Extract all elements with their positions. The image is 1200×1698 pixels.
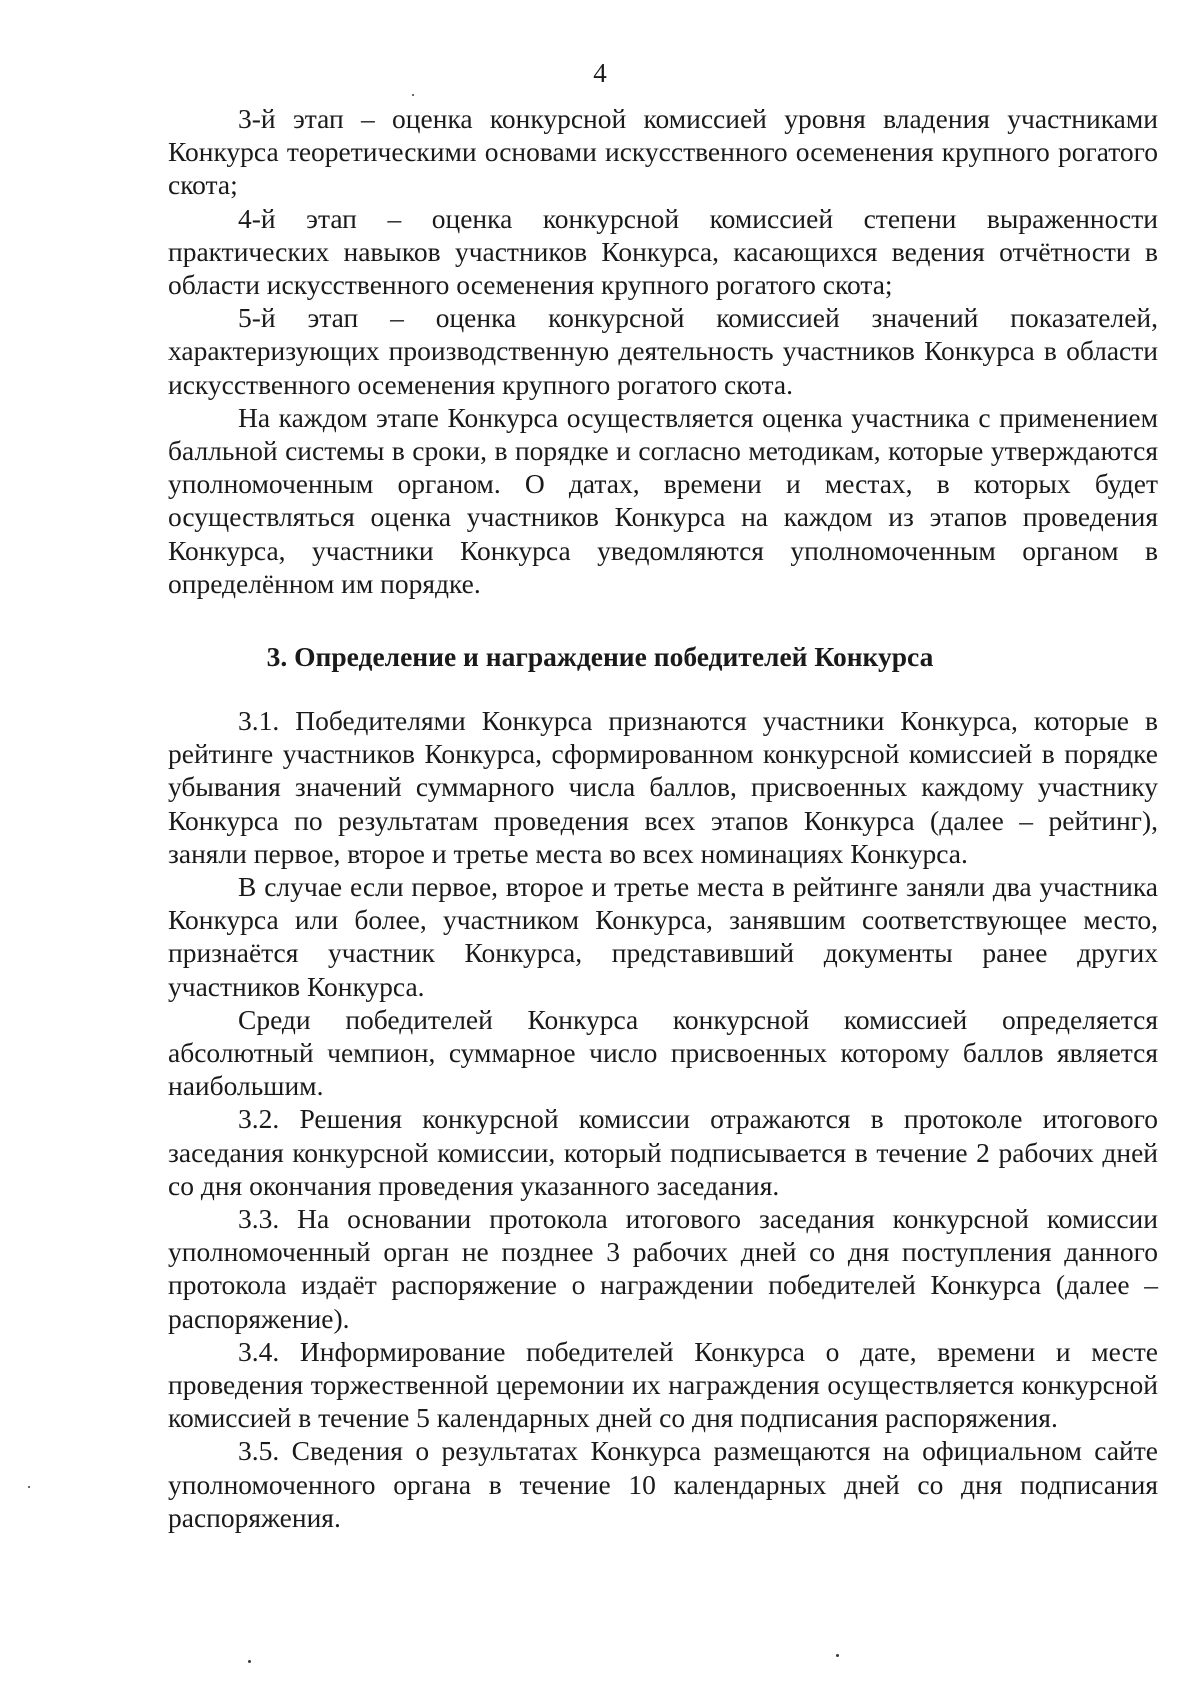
paragraph-tie-rule: В случае если первое, второе и третье места в рейтинге заняли два участника Конкурса или более, участником Конкурса, занявшим соответствующее место, признаётся участник Конкурса, представивший документы ранее других участников Конкурса. — [168, 871, 1158, 1002]
scan-speck — [836, 1654, 839, 1657]
paragraph-absolute-champion: Среди победителей Конкурса конкурсной комиссией определяется абсолютный чемпион, суммарное число присвоенных которому баллов является наибольшим. — [168, 1003, 1158, 1102]
paragraph-stage-5: 5-й этап – оценка конкурсной комиссией значений показателей, характеризующих производственную деятельность участников Конкурса в области искусственного осеменения крупного рогатого скота. — [168, 302, 1158, 400]
stages-text-block — [168, 102, 1158, 600]
paragraph-3-3: 3.3. На основании протокола итогового заседания конкурсной комиссии уполномоченный орган не позднее 3 рабочих дней со дня поступления данного протокола издаёт распоряжение о награждении победителей Конкурса (далее – распоряжение). — [168, 1203, 1158, 1334]
paragraph-3-1: 3.1. Победителями Конкурса признаются участники Конкурса, которые в рейтинге участников Конкурса, сформированном конкурсной комиссией в порядке убывания значений суммарного числа баллов, присвоенных каждому участнику Конкурса по результатам проведения всех этапов Конкурса (далее – рейтинг), заняли первое, второе и третье места во всех номинациях Конкурса. — [168, 705, 1158, 869]
scan-speck — [412, 94, 414, 96]
paragraph-evaluation: На каждом этапе Конкурса осуществляется оценка участника с применением балльной системы в сроки, в порядке и согласно методикам, которые утверждаются уполномоченным органом. О датах, времени и местах, в которых будет осуществляться оценка участников Конкурса на каждом из этапов проведения Конкурса, участники Конкурса уведомляются уполномоченным органом в определённом им порядке. — [168, 401, 1158, 599]
paragraph-3-2: 3.2. Решения конкурсной комиссии отражаются в протоколе итогового заседания конкурсной комиссии, который подписывается в течение 2 рабочих дней со дня окончания проведения указанного заседания. — [168, 1103, 1158, 1201]
paragraph-stage-4: 4-й этап – оценка конкурсной комиссией степени выраженности практических навыков участников Конкурса, касающихся ведения отчётности в области искусственного осеменения крупного рогатого скота; — [168, 202, 1158, 301]
paragraph-stage-3: 3-й этап – оценка конкурсной комиссией уровня владения участниками Конкурса теоретическими основами искусственного осеменения крупного рогатого скота; — [168, 103, 1158, 201]
section-heading: 3. Определение и награждение победителей Конкурса — [266, 641, 934, 672]
paragraph-3-5: 3.5. Сведения о результатах Конкурса размещаются на официальном сайте уполномоченного органа в течение 10 календарных дней со дня подписания распоряжения. — [168, 1435, 1158, 1533]
page-number: 4 — [593, 58, 607, 88]
section-text-block — [168, 704, 1158, 1534]
paragraph-3-4: 3.4. Информирование победителей Конкурса о дате, времени и месте проведения торжественной церемонии их награждения осуществляется конкурсной комиссией в течение 5 календарных дней со дня подписания распоряжения. — [168, 1335, 1158, 1434]
scan-speck — [248, 1660, 251, 1663]
scan-speck — [28, 1486, 30, 1488]
